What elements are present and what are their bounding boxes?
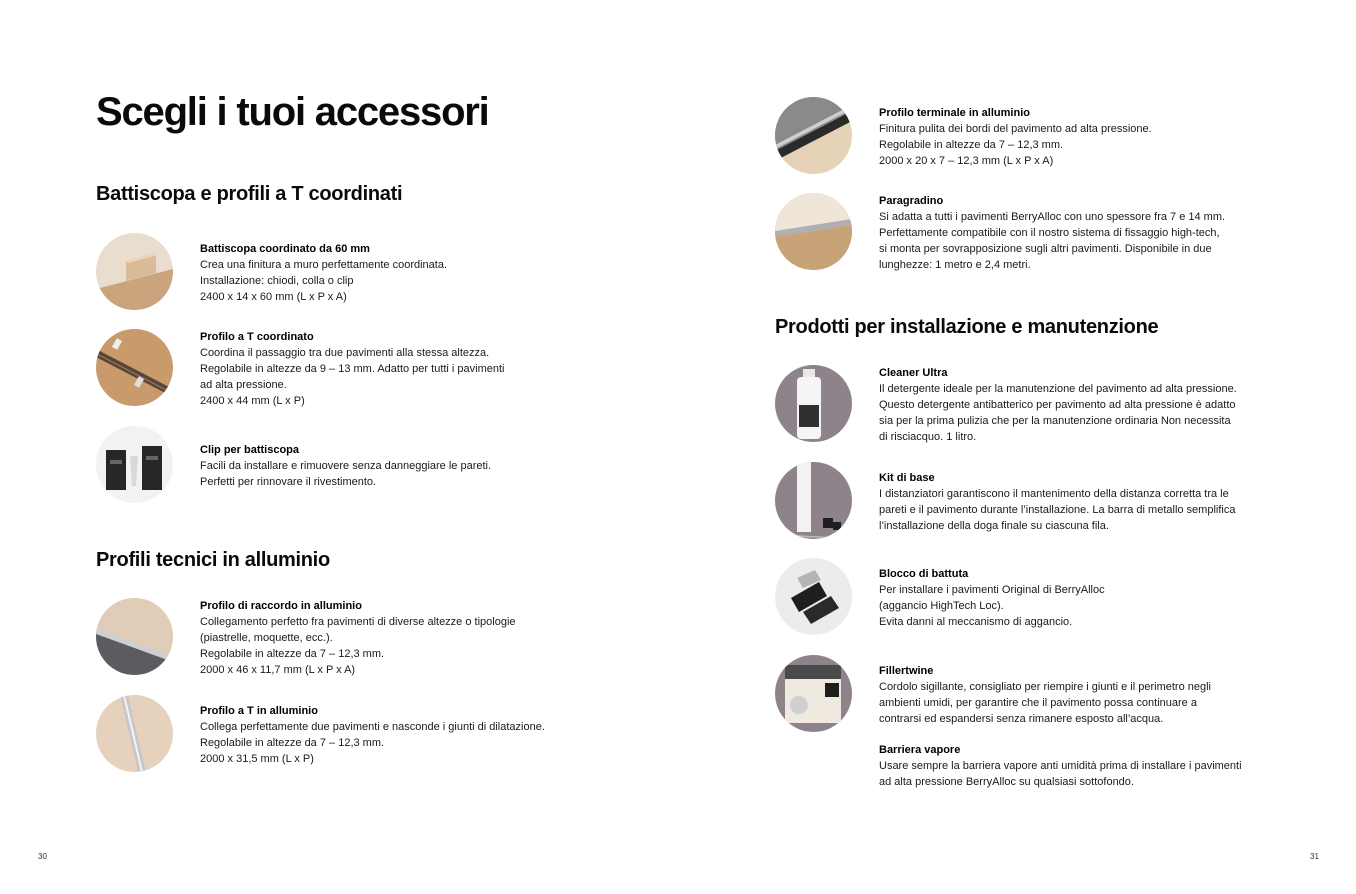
item-desc-line: Finitura pulita dei bordi del pavimento ad alta pressione. — [879, 123, 1152, 135]
item-desc-line: Crea una finitura a muro perfettamente coordinata. — [200, 259, 448, 271]
section-title-battiscopa: Battiscopa e profili a T coordinati — [96, 183, 403, 205]
item-desc-line: lunghezze: 1 metro e 2,4 metri. — [879, 259, 1031, 271]
item-profilo-t-alluminio — [96, 695, 696, 775]
item-desc-line: Collega perfettamente due pavimenti e nasconde i giunti di dilatazione. — [200, 721, 545, 733]
item-kit-di-base — [775, 462, 1356, 542]
item-desc-line: Cordolo sigillante, consigliato per riempire i giunti e il perimetro negli — [879, 681, 1211, 693]
item-desc-line: Evita danni al meccanismo di aggancio. — [879, 616, 1073, 628]
item-name: Clip per battiscopa — [200, 444, 300, 456]
item-desc-line: Regolabile in altezze da 7 – 12,3 mm. — [200, 737, 385, 749]
blocco-di-battuta-image — [775, 558, 852, 635]
item-desc-line: Facili da installare e rimuovere senza danneggiare le pareti. — [200, 460, 492, 472]
item-desc-line: Questo detergente antibatterico per pavimento ad alta pressione è adatto — [879, 399, 1236, 411]
item-desc-line: l’installazione della doga finale su ciascuna fila. — [879, 520, 1109, 532]
item-desc-line: (aggancio HighTech Loc). — [879, 600, 1004, 612]
item-desc-line: Regolabile in altezze da 7 – 12,3 mm. — [879, 139, 1064, 151]
item-desc-line: Regolabile in altezze da 9 – 13 mm. Adatto per tutti i pavimenti — [200, 363, 505, 375]
profilo-terminale-image — [775, 97, 852, 174]
item-blocco-di-battuta — [775, 558, 1356, 638]
item-desc-line: Coordina il passaggio tra due pavimenti alla stessa altezza. — [200, 347, 490, 359]
item-clip-battiscopa — [96, 426, 696, 506]
item-desc-line: Per installare i pavimenti Original di BerryAlloc — [879, 584, 1105, 596]
item-desc-line: si monta per sovrapposizione sugli altri pavimenti. Disponibile in due — [879, 243, 1212, 255]
item-desc-line: Collegamento perfetto fra pavimenti di diverse altezze o tipologie — [200, 616, 516, 628]
item-name: Blocco di battuta — [879, 568, 969, 580]
item-desc-line: Il detergente ideale per la manutenzione del pavimento ad alta pressione. — [879, 383, 1237, 395]
item-desc-line: Perfetti per rinnovare il rivestimento. — [200, 476, 377, 488]
paragradino-image — [775, 193, 852, 270]
item-name: Barriera vapore — [879, 744, 961, 756]
page-title: Scegli i tuoi accessori — [96, 90, 489, 134]
item-barriera-vapore — [775, 742, 1356, 822]
item-cleaner-ultra — [775, 365, 1356, 445]
profilo-raccordo-image — [96, 598, 173, 675]
item-desc-line: Installazione: chiodi, colla o clip — [200, 275, 354, 287]
item-name: Kit di base — [879, 472, 935, 484]
item-desc-line: ambienti umidi, per garantire che il pavimento possa continuare a — [879, 697, 1197, 709]
item-desc-line: Si adatta a tutti i pavimenti BerryAlloc con uno spessore fra 7 e 14 mm. — [879, 211, 1226, 223]
item-name: Battiscopa coordinato da 60 mm — [200, 243, 370, 255]
item-fillertwine — [775, 655, 1356, 735]
item-name: Profilo a T in alluminio — [200, 705, 318, 717]
item-desc-line: 2000 x 46 x 11,7 mm (L x P x A) — [200, 664, 356, 676]
kit-di-base-image — [775, 462, 852, 539]
item-desc-line: 2400 x 44 mm (L x P) — [200, 395, 305, 407]
page-number-left: 30 — [38, 852, 47, 861]
item-desc-line: (piastrelle, moquette, ecc.). — [200, 632, 333, 644]
fillertwine-image — [775, 655, 852, 732]
item-desc-line: di risciacquo. 1 litro. — [879, 431, 977, 443]
item-profilo-raccordo — [96, 598, 696, 678]
item-name: Paragradino — [879, 195, 944, 207]
item-battiscopa-60mm — [96, 233, 696, 313]
item-desc-line: 2000 x 20 x 7 – 12,3 mm (L x P x A) — [879, 155, 1054, 167]
item-profilo-terminale — [775, 97, 1356, 177]
item-desc-line: sia per la prima pulizia che per la manutenzione ordinaria Non necessita — [879, 415, 1231, 427]
item-desc-line: 2000 x 31,5 mm (L x P) — [200, 753, 314, 765]
section-title-alluminio: Profili tecnici in alluminio — [96, 549, 330, 571]
item-name: Profilo di raccordo in alluminio — [200, 600, 362, 612]
item-desc-line: 2400 x 14 x 60 mm (L x P x A) — [200, 291, 347, 303]
item-desc-line: ad alta pressione BerryAlloc su qualsiasi sottofondo. — [879, 776, 1134, 788]
item-desc-line: Perfettamente compatibile con il nostro sistema di fissaggio high-tech, — [879, 227, 1220, 239]
item-desc-line: pareti e il pavimento durante l’installazione. La barra di metallo semplifica — [879, 504, 1236, 516]
profilo-t-alluminio-image — [96, 695, 173, 772]
item-profilo-t-coordinato — [96, 329, 696, 409]
item-name: Cleaner Ultra — [879, 367, 948, 379]
clip-image — [96, 426, 173, 503]
cleaner-ultra-image — [775, 365, 852, 442]
item-desc-line: contrarsi ed espandersi senza rimanere esposto all’acqua. — [879, 713, 1164, 725]
page-number-right: 31 — [1310, 852, 1319, 861]
item-desc-line: Regolabile in altezze da 7 – 12,3 mm. — [200, 648, 385, 660]
profilo-t-coordinato-image — [96, 329, 173, 406]
item-desc-line: Usare sempre la barriera vapore anti umidità prima di installare i pavimenti — [879, 760, 1242, 772]
item-paragradino — [775, 193, 1356, 273]
item-name: Profilo terminale in alluminio — [879, 107, 1030, 119]
section-title-prodotti: Prodotti per installazione e manutenzione — [775, 316, 1159, 338]
item-desc-line: ad alta pressione. — [200, 379, 287, 391]
item-desc-line: I distanziatori garantiscono il mantenimento della distanza corretta tra le — [879, 488, 1229, 500]
item-name: Profilo a T coordinato — [200, 331, 314, 343]
item-name: Fillertwine — [879, 665, 934, 677]
battiscopa-image — [96, 233, 173, 310]
